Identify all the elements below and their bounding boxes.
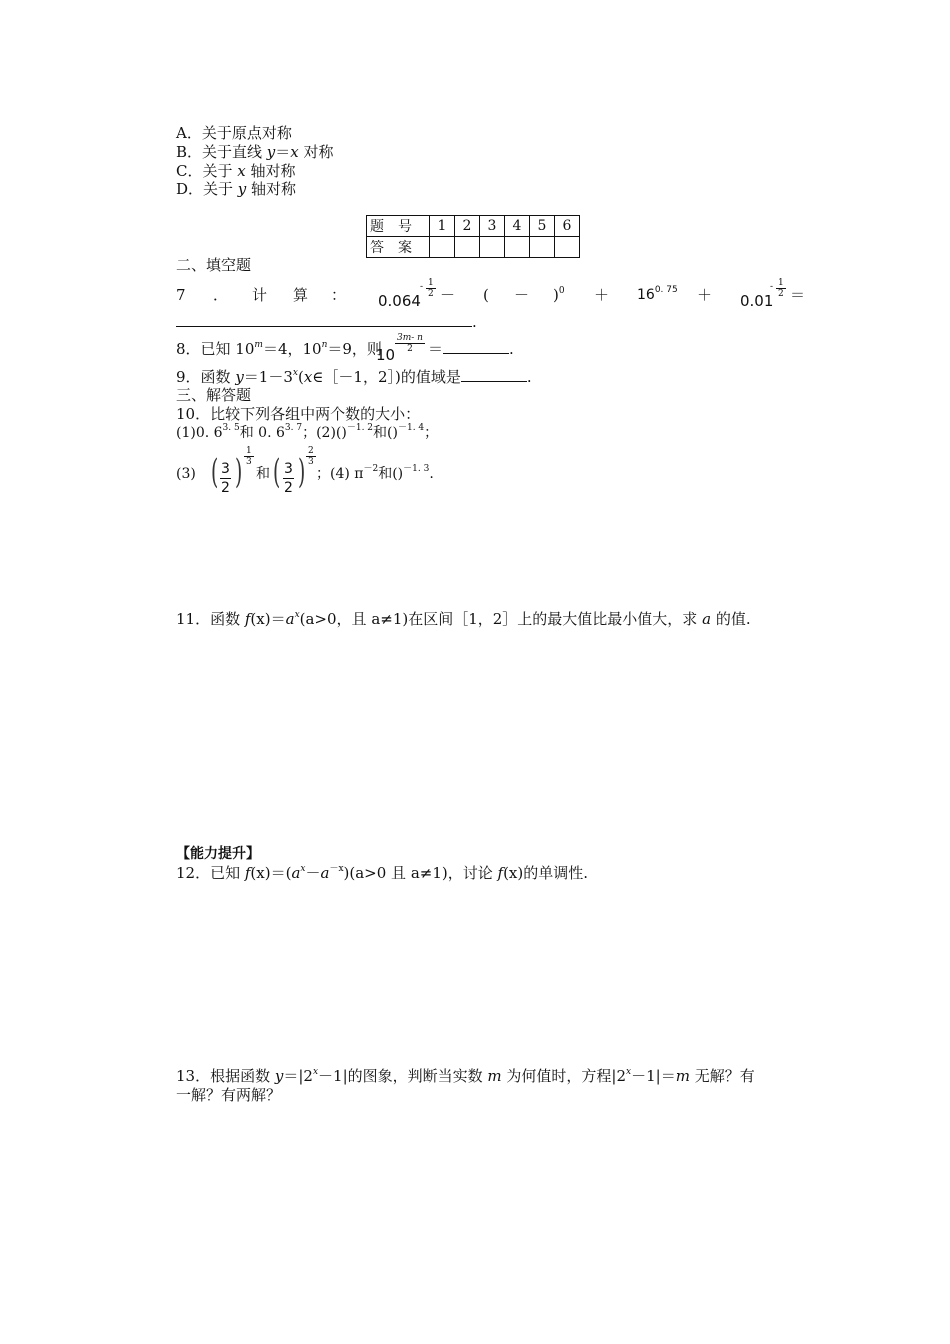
right-paren-icon: ) bbox=[234, 452, 243, 492]
q7-word2: 算 bbox=[293, 286, 309, 304]
q10-part4: ；(4) $\pi^{-2}$和()$^{-1. 3}$. bbox=[316, 464, 434, 482]
q7-neg: － bbox=[514, 286, 530, 304]
answer-cell[interactable] bbox=[530, 237, 555, 258]
answer-cell[interactable] bbox=[505, 237, 530, 258]
section-fill-blank-heading: 二、填空题 bbox=[176, 256, 252, 274]
table-header-answer: 答案 bbox=[367, 237, 430, 258]
q7-term1: 0.064 bbox=[378, 292, 421, 310]
table-header-question: 题号 bbox=[367, 216, 430, 237]
q7-minus: － bbox=[440, 286, 456, 304]
choice-d: D．关于 y 轴对称 bbox=[176, 180, 297, 198]
q10-fraction1: 3 2 bbox=[221, 461, 230, 496]
q7-label: 7 bbox=[176, 286, 186, 304]
q8-base: 10 bbox=[376, 346, 396, 364]
q13-line1: 13．根据函数 $y=|2^x-1|$的图象，判断当实数 m 为何值时，方程$|2^x-1|=m$ 无解？有 bbox=[176, 1067, 755, 1085]
q8-exponent: $\frac{3m- n}{2}$ bbox=[397, 333, 423, 354]
q7-answer-line[interactable]: . bbox=[176, 313, 477, 331]
q7-lparen: ( bbox=[483, 286, 489, 304]
q7-eq: ＝ bbox=[790, 286, 806, 304]
q12: 12．已知 $f(x)=(a^x-a^{-x})(a>0$ 且 a≠1)，讨论 f(x)的单调性. bbox=[176, 864, 589, 882]
choice-c: C．关于 x 轴对称 bbox=[176, 162, 296, 180]
q7-exp1: - 1 2 bbox=[420, 278, 434, 299]
q7-term3: 0.01 bbox=[740, 292, 774, 310]
q10-exponent1: $\frac{1}{3}$ bbox=[246, 446, 252, 467]
table-cell-number: 1 bbox=[430, 216, 455, 237]
section-answer-heading: 三、解答题 bbox=[176, 386, 252, 404]
right-paren-icon: ) bbox=[297, 452, 306, 492]
q10-line1: (1)0. $6^{3. 5}$和 0. $6^{3. 7}$；(2)()$^{-1. 2}$和()$^{-1. 4}$； bbox=[176, 423, 439, 441]
q7-term2: $16^{0. 75}$ bbox=[637, 285, 678, 303]
q7-plus2: ＋ bbox=[697, 286, 713, 304]
q7-word1: 计 bbox=[252, 286, 268, 304]
answer-cell[interactable] bbox=[430, 237, 455, 258]
left-paren-icon: ( bbox=[272, 452, 281, 492]
answer-table-header-row bbox=[367, 216, 580, 237]
q7-dot: ． bbox=[213, 286, 229, 304]
q8: 8．已知 $10^m=4$，$10^n=9$，则 bbox=[176, 340, 382, 358]
choice-a: A．关于原点对称 bbox=[176, 124, 292, 142]
answer-cell[interactable] bbox=[480, 237, 505, 258]
q13-line2: 一解？有两解？ bbox=[176, 1086, 282, 1104]
q7-plus1: ＋ bbox=[594, 286, 610, 304]
table-cell-number: 4 bbox=[505, 216, 530, 237]
q7-exp3: - 1 2 bbox=[770, 278, 784, 299]
q10-fraction2: 3 2 bbox=[284, 461, 293, 496]
q7-colon: ： bbox=[331, 286, 347, 304]
table-cell-number: 3 bbox=[480, 216, 505, 237]
answer-table bbox=[366, 215, 580, 258]
table-cell-number: 6 bbox=[555, 216, 580, 237]
q8-answer[interactable]: ＝ . bbox=[428, 340, 514, 358]
q10-and3: 和 bbox=[256, 466, 270, 482]
left-paren-icon: ( bbox=[210, 452, 219, 492]
answer-table-answer-row bbox=[367, 237, 580, 258]
q10-part3-label: (3) bbox=[176, 466, 196, 482]
answer-cell[interactable] bbox=[555, 237, 580, 258]
q10-exponent2: $\frac{2}{3}$ bbox=[308, 446, 314, 467]
q10-title: 10．比较下列各组中两个数的大小： bbox=[176, 405, 421, 423]
choice-b: B．关于直线 y＝x 对称 bbox=[176, 143, 334, 161]
ability-heading: 【能力提升】 bbox=[176, 846, 260, 862]
table-cell-number: 2 bbox=[455, 216, 480, 237]
q9: 9．函数 $y=1-3^x(x\in[-1$，2］)的值域是 . bbox=[176, 368, 532, 386]
q11: 11．函数 $f(x)=a^x(a>0$，且 a≠1)在区间［1，2］上的最大值比最小值大，求 a 的值. bbox=[176, 610, 751, 628]
answer-cell[interactable] bbox=[455, 237, 480, 258]
table-cell-number: 5 bbox=[530, 216, 555, 237]
q7-rparen: )$^0$ bbox=[553, 286, 565, 304]
